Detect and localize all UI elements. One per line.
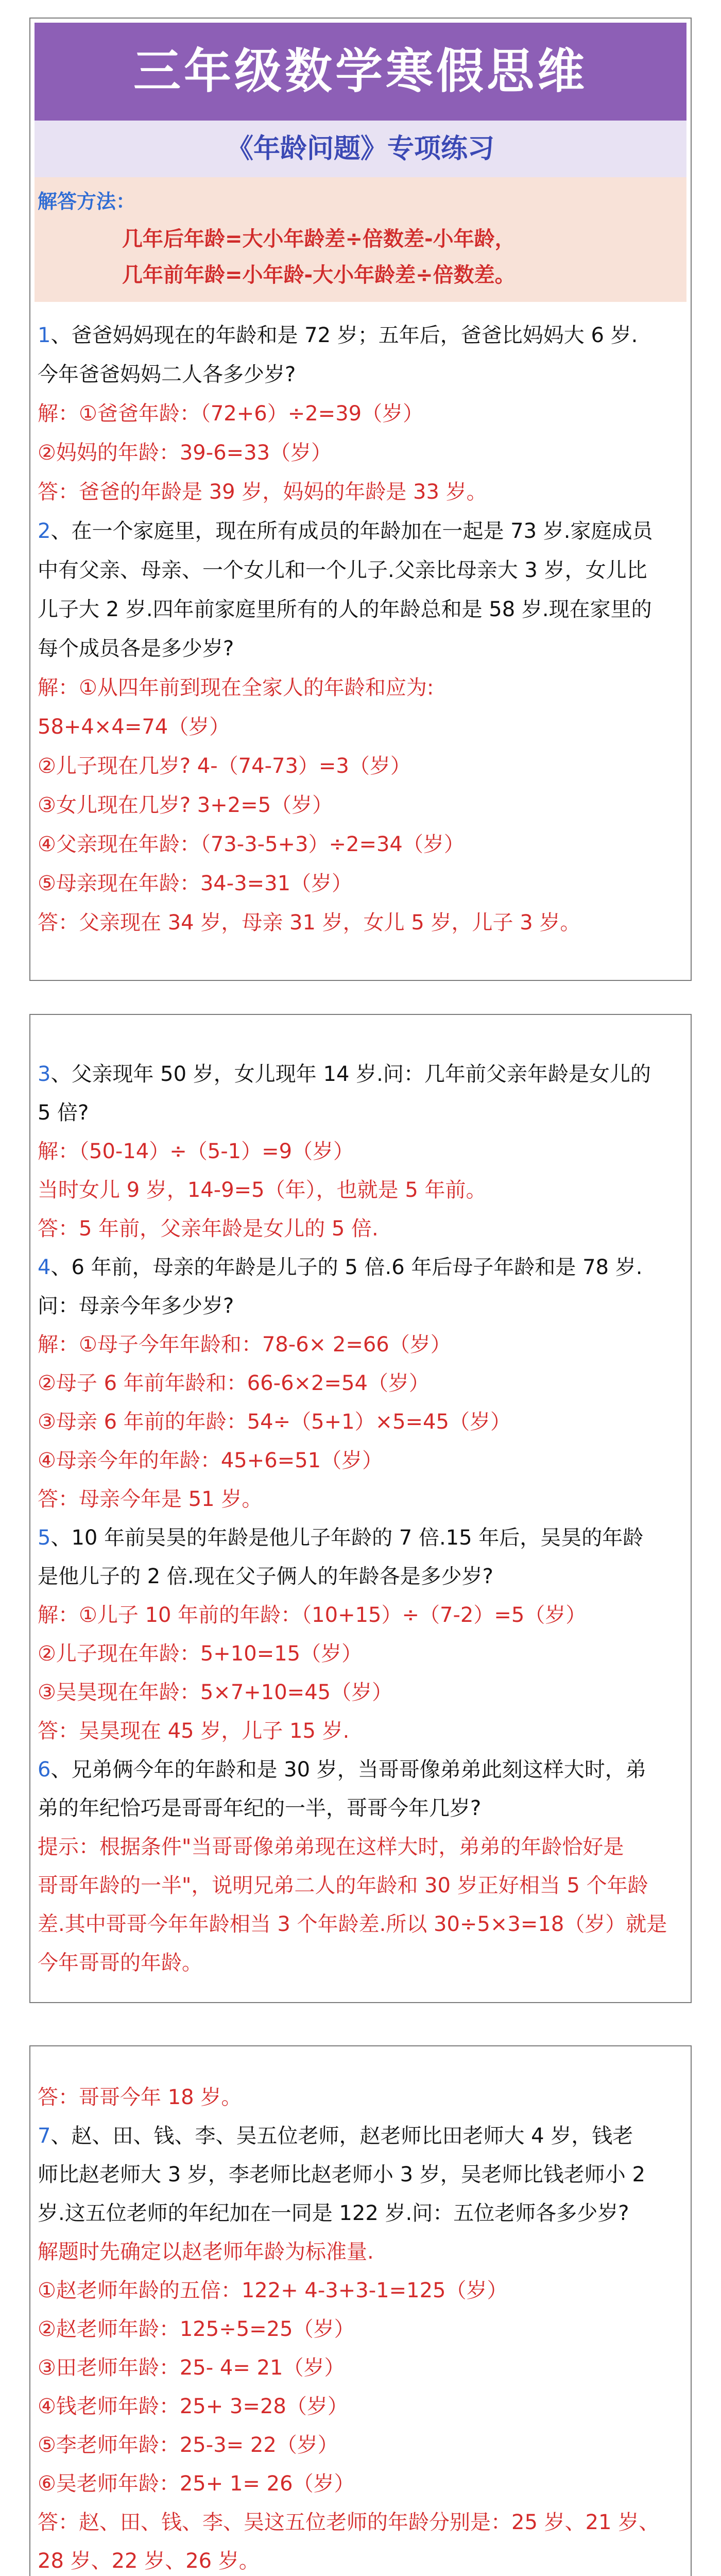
- method-box: [35, 177, 686, 302]
- line-text: ③吴昊现在年龄：5×7+10=45（岁）: [38, 1681, 393, 1704]
- line-text: 、兄弟俩今年的年龄和是 30 岁，当哥哥像弟弟此刻这样大时，弟: [50, 1758, 646, 1782]
- solution-line: [38, 752, 411, 780]
- question-line: [38, 1524, 643, 1552]
- line-text: 58+4×4=74（岁）: [38, 715, 230, 739]
- solution-line: [38, 1679, 392, 1706]
- question-number: 6: [38, 1758, 51, 1782]
- line-text: 当时女儿 9 岁，14-9=5（年），也就是 5 年前。: [38, 1178, 487, 1202]
- line-text: 、在一个家庭里，现在所有成员的年龄加在一起是 73 岁.家庭成员: [50, 519, 653, 543]
- solution-line: [38, 674, 434, 702]
- solution-line: [38, 478, 487, 506]
- line-text: 今年哥哥的年龄。: [38, 1951, 202, 1975]
- line-text: 是他儿子的 2 倍.现在父子俩人的年龄各是多少岁?: [38, 1565, 493, 1588]
- solution-line: [38, 1601, 586, 1629]
- line-text: 问：母亲今年多少岁?: [38, 1294, 234, 1318]
- line-text: ③母亲 6 年前的年龄：54÷（5+1）×5=45（岁）: [38, 1410, 511, 1434]
- line-text: ①赵老师年龄的五倍：122+ 4-3+3-1=125（岁）: [38, 2279, 508, 2302]
- line-text: 解：（50-14）÷（5-1）=9（岁）: [38, 1140, 354, 1163]
- line-text: 每个成员各是多少岁?: [38, 637, 234, 660]
- question-line: [38, 2122, 633, 2150]
- solution-line: [38, 2238, 374, 2266]
- question-line: [38, 1253, 642, 1281]
- question-number: 7: [38, 2124, 51, 2148]
- line-text: ②赵老师年龄：125÷5=25（岁）: [38, 2317, 355, 2341]
- line-text: 师比赵老师大 3 岁，李老师比赵老师小 3 岁，吴老师比钱老师小 2: [38, 2163, 645, 2187]
- question-number: 4: [38, 1256, 51, 1279]
- solution-line: [38, 791, 333, 819]
- method-line: 几年前年龄=小年龄-大小年龄差÷倍数差。: [122, 263, 516, 287]
- question-line: [38, 556, 647, 584]
- line-text: ②儿子现在几岁? 4-（74-73）=3（岁）: [38, 754, 411, 778]
- question-number: 3: [38, 1062, 51, 1086]
- method-heading: 解答方法：: [38, 190, 136, 213]
- question-line: [38, 2161, 645, 2189]
- line-text: 、父亲现年 50 岁，女儿现年 14 岁.问：几年前父亲年龄是女儿的: [50, 1062, 651, 1086]
- solution-line: [38, 1833, 624, 1861]
- worksheet-page-2: [29, 1014, 692, 2003]
- question-line: [38, 361, 296, 388]
- line-text: 解题时先确定以赵老师年龄为标准量.: [38, 2240, 374, 2264]
- line-text: 、赵、田、钱、李、吴五位老师，赵老师比田老师大 4 岁，钱老: [50, 2124, 633, 2148]
- solution-line: [38, 400, 423, 428]
- method-line: 几年后年龄=大小年龄差÷倍数差-小年龄，: [122, 227, 516, 251]
- line-text: 弟的年纪恰巧是哥哥年纪的一半，哥哥今年几岁?: [38, 1797, 482, 1820]
- question-number: 1: [38, 324, 51, 347]
- question-line: [38, 1794, 481, 1822]
- line-text: 解：①母子今年年龄和：78-6× 2=66（岁）: [38, 1333, 451, 1357]
- question-number: 2: [38, 519, 51, 543]
- solution-line: [38, 2547, 260, 2575]
- solution-line: [38, 1485, 262, 1513]
- solution-line: [38, 2393, 348, 2420]
- solution-line: [38, 1640, 362, 1668]
- line-text: ⑤李老师年龄：25-3= 22（岁）: [38, 2433, 338, 2457]
- question-line: [38, 1756, 646, 1784]
- line-text: ②妈妈的年龄：39-6=33（岁）: [38, 441, 332, 465]
- line-text: 答：哥哥今年 18 岁。: [38, 2086, 242, 2109]
- worksheet-page-1: [29, 18, 692, 981]
- page-title: 三年级数学寒假思维: [133, 44, 588, 99]
- line-text: 儿子大 2 岁.四年前家庭里所有的人的年龄总和是 58 岁.现在家里的: [38, 598, 652, 621]
- line-text: 答：5 年前，父亲年龄是女儿的 5 倍.: [38, 1217, 379, 1241]
- line-text: ⑥吴老师年龄：25+ 1= 26（岁）: [38, 2472, 355, 2496]
- solution-line: [38, 1872, 648, 1900]
- line-text: 解：①从四年前到现在全家人的年龄和应为:: [38, 676, 434, 700]
- solution-line: [38, 909, 580, 937]
- solution-line: [38, 1331, 451, 1359]
- solution-line: [38, 2277, 507, 2304]
- line-text: 中有父亲、母亲、一个女儿和一个儿子.父亲比母亲大 3 岁，女儿比: [38, 558, 647, 582]
- line-text: 答：父亲现在 34 岁，母亲 31 岁，女儿 5 岁，儿子 3 岁。: [38, 911, 581, 935]
- solution-line: [38, 1176, 487, 1204]
- line-text: 岁.这五位老师的年纪加在一同是 122 岁.问：五位老师各多少岁?: [38, 2201, 629, 2225]
- line-text: 答：爸爸的年龄是 39 岁，妈妈的年龄是 33 岁。: [38, 480, 487, 504]
- line-text: 、6 年前，母亲的年龄是儿子的 5 倍.6 年后母子年龄和是 78 岁.: [50, 1256, 643, 1279]
- line-text: 提示：根据条件"当哥哥像弟弟现在这样大时，弟弟的年龄恰好是: [38, 1835, 624, 1859]
- solution-line: [38, 439, 332, 467]
- solution-line: [38, 1717, 349, 1745]
- question-number: 5: [38, 1526, 51, 1550]
- line-text: 5 倍?: [38, 1101, 89, 1125]
- question-line: [38, 2199, 629, 2227]
- solution-line: [38, 870, 352, 897]
- title-banner: [35, 23, 686, 121]
- question-line: [38, 1292, 234, 1320]
- line-text: 、10 年前吴昊的年龄是他儿子年龄的 7 倍.15 年后，吴昊的年龄: [50, 1526, 644, 1550]
- page-subtitle: 《年龄问题》专项练习: [35, 121, 686, 177]
- solution-line: [38, 1408, 511, 1436]
- solution-line: [38, 2083, 242, 2111]
- question-line: [38, 321, 638, 349]
- solution-line: [38, 2431, 338, 2459]
- solution-line: [38, 1215, 379, 1243]
- question-line: [38, 1099, 89, 1127]
- line-text: 解：①儿子 10 年前的年龄：（10+15）÷（7-2）=5（岁）: [38, 1603, 587, 1627]
- solution-line: [38, 1910, 667, 1938]
- solution-line: [38, 713, 230, 741]
- line-text: 答：吴昊现在 45 岁，儿子 15 岁.: [38, 1719, 350, 1743]
- solution-line: [38, 2470, 355, 2498]
- line-text: ④父亲现在年龄：（73-3-5+3）÷2=34（岁）: [38, 833, 465, 856]
- question-line: [38, 635, 234, 663]
- line-text: 今年爸爸妈妈二人各多少岁?: [38, 363, 296, 386]
- line-text: ②儿子现在年龄：5+10=15（岁）: [38, 1642, 363, 1666]
- solution-line: [38, 2354, 345, 2382]
- line-text: ③田老师年龄：25- 4= 21（岁）: [38, 2356, 345, 2380]
- line-text: ②母子 6 年前年龄和：66-6×2=54（岁）: [38, 1371, 430, 1395]
- question-line: [38, 1060, 651, 1088]
- solution-line: [38, 1369, 430, 1397]
- line-text: 答：母亲今年是 51 岁。: [38, 1487, 263, 1511]
- line-text: 28 岁、22 岁、26 岁。: [38, 2549, 260, 2573]
- solution-line: [38, 831, 465, 858]
- worksheet-page-3: [29, 2045, 692, 2576]
- line-text: 哥哥年龄的一半"，说明兄弟二人的年龄和 30 岁正好相当 5 个年龄: [38, 1874, 648, 1897]
- line-text: ④钱老师年龄：25+ 3=28（岁）: [38, 2395, 348, 2418]
- solution-line: [38, 2509, 659, 2536]
- line-text: ③女儿现在几岁? 3+2=5（岁）: [38, 793, 333, 817]
- solution-line: [38, 1447, 383, 1475]
- line-text: ⑤母亲现在年龄：34-3=31（岁）: [38, 872, 353, 895]
- line-text: 、爸爸妈妈现在的年龄和是 72 岁；五年后，爸爸比妈妈大 6 岁.: [50, 324, 638, 347]
- question-line: [38, 517, 653, 545]
- solution-line: [38, 2315, 355, 2343]
- solution-line: [38, 1949, 202, 1977]
- question-line: [38, 596, 652, 623]
- question-line: [38, 1563, 493, 1590]
- solution-line: [38, 1138, 354, 1165]
- line-text: 解：①爸爸年龄：（72+6）÷2=39（岁）: [38, 402, 424, 426]
- line-text: ④母亲今年的年龄：45+6=51（岁）: [38, 1449, 383, 1472]
- line-text: 差.其中哥哥今年年龄相当 3 个年龄差.所以 30÷5×3=18（岁）就是: [38, 1912, 667, 1936]
- line-text: 答：赵、田、钱、李、吴这五位老师的年龄分别是：25 岁、21 岁、: [38, 2511, 660, 2534]
